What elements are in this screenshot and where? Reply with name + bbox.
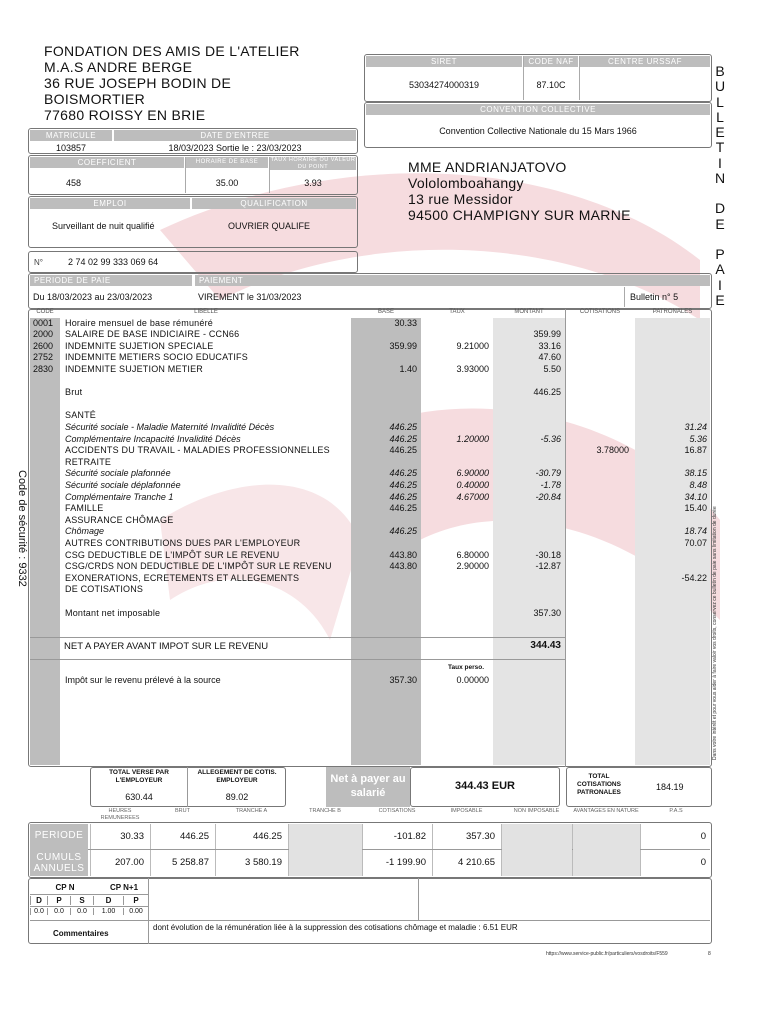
- conges-head: P: [123, 896, 148, 905]
- row-libelle: ASSURANCE CHÔMAGE: [65, 514, 174, 525]
- convention-value: Convention Collective Nationale du 15 Mars 1966: [439, 126, 637, 136]
- bulletin-number: Bulletin n° 5: [630, 292, 679, 302]
- emploi-value: Surveillant de nuit qualifié: [52, 221, 155, 231]
- row-patronales: 15.40: [684, 503, 707, 514]
- row-code: 0001: [33, 317, 54, 328]
- matricule-value: 103857: [55, 143, 87, 153]
- row-base: 446.25: [389, 479, 417, 490]
- net-a-payer-value: 344.43 EUR: [455, 780, 515, 792]
- row-libelle: INDEMNITE METIERS SOCIO EDUCATIFS: [65, 352, 248, 363]
- periode-value: 446.25: [252, 831, 282, 842]
- table-row: [0, 515, 768, 527]
- commentaires-label: Commentaires: [53, 929, 109, 938]
- cumul-header: TRANCHE B: [309, 808, 341, 814]
- employee-line: MME ANDRIANJATOVO: [408, 159, 567, 175]
- periode-value: -101.82: [393, 831, 426, 842]
- cumul-header: NON IMPOSABLE: [513, 808, 560, 814]
- row-libelle: Horaire mensuel de base rémunéré: [65, 317, 213, 328]
- row-base: 30.33: [394, 317, 417, 328]
- convention-label: CONVENTION COLLECTIVE: [366, 104, 710, 115]
- row-libelle: Sécurité sociale plafonnée: [65, 468, 171, 479]
- row-libelle: INDEMNITE SUJETION SPECIALE: [65, 340, 214, 351]
- conges-head: P: [47, 896, 70, 905]
- row-taux: 3.93000: [456, 363, 489, 374]
- footer-url: https://www.service-public.fr/particuliers/vosdroits/F559: [546, 951, 668, 957]
- table-row: [0, 584, 768, 596]
- periode-value: 0: [700, 831, 706, 842]
- row-libelle: FAMILLE: [65, 503, 104, 514]
- row-base: 446.25: [389, 445, 417, 456]
- row-code: 2600: [33, 340, 54, 351]
- row-code: 2000: [33, 329, 54, 340]
- employer-line: M.A.S ANDRE BERGE: [44, 59, 193, 75]
- cumul-header: TRANCHE A: [235, 808, 268, 814]
- row-libelle: Sécurité sociale déplafonnée: [65, 479, 181, 490]
- allegement-label: ALLEGEMENT DE COTIS. EMPLOYEUR: [197, 769, 277, 784]
- row-montant: -5.36: [540, 433, 561, 444]
- row-libelle: RETRAITE: [65, 456, 112, 467]
- row-taux: 9.21000: [456, 340, 489, 351]
- row-patronales: 34.10: [684, 491, 707, 502]
- employer-line: 77680 ROISSY EN BRIE: [44, 107, 206, 123]
- cumul-value: 4 210.65: [458, 857, 495, 868]
- conges-head: D: [30, 896, 47, 905]
- taux-horaire-label: TAUX HORAIRE OU VALEUR DU POINT: [270, 157, 356, 170]
- table-row: [0, 399, 768, 411]
- net-avant-impot-label: NET A PAYER AVANT IMPOT SUR LE REVENU: [64, 641, 269, 652]
- employer-line: FONDATION DES AMIS DE L'ATELIER: [44, 43, 300, 59]
- table-row: [0, 387, 768, 399]
- row-libelle: Complémentaire Tranche 1: [65, 491, 174, 502]
- side-note: Dans votre intérêt et pour vous aider à faire valoir vos droits, conservez ce bulletin de paie sans limitation de durée: [712, 506, 718, 760]
- row-libelle: INDEMNITE SUJETION METIER: [65, 363, 204, 374]
- paiement-value: VIREMENT le 31/03/2023: [198, 292, 302, 302]
- row-base: 446.25: [389, 491, 417, 502]
- table-row: [0, 352, 768, 364]
- row-libelle: DE COTISATIONS: [65, 584, 144, 595]
- row-base: 1.40: [399, 363, 417, 374]
- row-cotisations: 3.78000: [596, 445, 629, 456]
- horaire-label: HORAIRE DE BASE: [186, 157, 268, 168]
- table-row: [0, 457, 768, 469]
- total-verse-value: 630.44: [125, 792, 153, 802]
- footer-page: 8: [708, 951, 711, 957]
- cumul-header: HEURES REMUNEREES: [100, 808, 140, 821]
- naf-value: 87.10C: [536, 80, 566, 90]
- cumul-header: AVANTAGES EN NATURE: [573, 808, 639, 814]
- row-montant: 359.99: [533, 329, 561, 340]
- net-a-payer-label: Net à payer au salarié: [330, 773, 406, 799]
- commentaire-text: dont évolution de la rémunération liée à la suppression des cotisations chômage et maladie : 6.51 EUR: [153, 923, 518, 932]
- patronales-header: PATRONALES: [652, 309, 693, 315]
- cpn1-label: CP N+1: [109, 883, 139, 892]
- row-base: 446.25: [389, 503, 417, 514]
- periode-value: 446.25: [179, 831, 209, 842]
- cpn-label: CP N: [55, 883, 75, 892]
- periode-value: 357.30: [465, 831, 495, 842]
- table-row: [0, 550, 768, 562]
- row-montant: -12.87: [535, 561, 561, 572]
- table-row: [0, 364, 768, 376]
- conges-head: S: [70, 896, 93, 905]
- row-taux: 6.80000: [456, 549, 489, 560]
- table-row: [0, 538, 768, 550]
- row-base: 443.80: [389, 549, 417, 560]
- urssaf-label: CENTRE URSSAF: [580, 56, 710, 67]
- naf-label: CODE NAF: [524, 56, 578, 67]
- row-taux: 6.90000: [456, 468, 489, 479]
- coefficient-value: 458: [66, 178, 82, 188]
- employee-line: 94500 CHAMPIGNY SUR MARNE: [408, 207, 631, 223]
- qualification-value: OUVRIER QUALIFE: [228, 221, 311, 231]
- taux-perso-label: Taux perso.: [448, 664, 485, 671]
- row-libelle: Sécurité sociale - Maladie Maternité Invalidité Décès: [65, 421, 275, 432]
- table-row: [0, 422, 768, 434]
- periode-row-label: PERIODE: [34, 830, 84, 841]
- cumul-row-label: CUMULS ANNUELS: [33, 852, 85, 874]
- row-patronales: 8.48: [689, 479, 707, 490]
- row-montant: 47.60: [538, 352, 561, 363]
- coefficient-label: COEFFICIENT: [30, 157, 184, 168]
- row-libelle: Montant net imposable: [65, 607, 161, 618]
- employer-line: 36 RUE JOSEPH BODIN DE: [44, 75, 232, 91]
- net-avant-impot-value: 344.43: [530, 640, 561, 651]
- cumul-value: 5 258.87: [172, 857, 209, 868]
- row-base: 359.99: [389, 340, 417, 351]
- row-montant: -1.78: [540, 479, 561, 490]
- row-base: 446.25: [389, 526, 417, 537]
- row-libelle: Complémentaire Incapacité Invalidité Décès: [65, 433, 241, 444]
- table-row: [0, 376, 768, 388]
- cumul-header: BRUT: [175, 808, 190, 814]
- nss-label: N°: [34, 258, 43, 267]
- conges-value: 0.0: [70, 908, 93, 915]
- row-code: 2752: [33, 352, 54, 363]
- table-row: [0, 596, 768, 608]
- row-montant: -30.18: [535, 549, 561, 560]
- employer-address: [44, 43, 300, 123]
- cumul-value: -1 199.90: [385, 857, 426, 868]
- table-row: [0, 445, 768, 457]
- table-row: [0, 341, 768, 353]
- conges-value: 0.0: [47, 908, 70, 915]
- table-row: [0, 480, 768, 492]
- row-patronales: 16.87: [684, 445, 707, 456]
- row-taux: 2.90000: [456, 561, 489, 572]
- table-row: [0, 608, 768, 620]
- row-taux: 4.67000: [456, 491, 489, 502]
- table-row: [0, 573, 768, 585]
- employee-line: 13 rue Messidor: [408, 191, 513, 207]
- row-libelle: AUTRES CONTRIBUTIONS DUES PAR L'EMPLOYEUR: [65, 537, 301, 548]
- periode-value: 30.33: [120, 831, 144, 842]
- row-libelle: EXONERATIONS, ECRETEMENTS ET ALLEGEMENTS: [65, 572, 300, 583]
- row-libelle: ACCIDENTS DU TRAVAIL - MALADIES PROFESSIONNELLES: [65, 445, 330, 456]
- impot-taux: 0.00000: [456, 675, 489, 685]
- row-taux: 1.20000: [456, 433, 489, 444]
- conges-value: 0.0: [30, 908, 47, 915]
- row-base: 443.80: [389, 561, 417, 572]
- row-patronales: 18.74: [684, 526, 707, 537]
- table-row: [0, 468, 768, 480]
- siret-value: 53034274000319: [408, 80, 480, 90]
- cumul-header: COTISATIONS: [378, 808, 416, 814]
- siret-label: SIRET: [366, 56, 522, 67]
- total-verse-label: TOTAL VERSE PAR L'EMPLOYEUR: [109, 769, 169, 784]
- table-row: [0, 329, 768, 341]
- table-row: [0, 492, 768, 504]
- cumul-value: 3 580.19: [245, 857, 282, 868]
- total-cotisations-value: 184.19: [656, 782, 684, 792]
- taux-horaire-value: 3.93: [304, 178, 322, 188]
- row-montant: 5.50: [543, 363, 561, 374]
- row-montant: -30.79: [535, 468, 561, 479]
- taux-header: TAUX: [449, 309, 465, 315]
- cumul-header: P.A.S: [669, 808, 683, 814]
- cumul-value: 207.00: [114, 857, 144, 868]
- row-taux: 0.40000: [456, 479, 489, 490]
- row-patronales: 38.15: [684, 468, 707, 479]
- row-code: 2830: [33, 363, 54, 374]
- row-libelle: Chômage: [65, 526, 105, 537]
- row-libelle: CSG/CRDS NON DEDUCTIBLE DE L'IMPÔT SUR LE REVENU: [65, 561, 332, 572]
- row-patronales: -54.22: [681, 572, 707, 583]
- code-header: CODE: [36, 309, 54, 315]
- row-libelle: SANTÉ: [65, 410, 97, 421]
- impot-base: 357.30: [389, 675, 417, 685]
- table-row: [0, 434, 768, 446]
- cumul-header: IMPOSABLE: [450, 808, 483, 814]
- periode-value: Du 18/03/2023 au 23/03/2023: [33, 292, 153, 302]
- montant-header: MONTANT: [514, 309, 544, 315]
- periode-label: PERIODE DE PAIE: [30, 275, 192, 286]
- security-code: Code de sécurité : 9332: [16, 470, 28, 587]
- matricule-label: MATRICULE: [30, 130, 112, 141]
- bulletin-side-title: B U L L E T I N D E P A I E: [714, 63, 726, 308]
- row-base: 446.25: [389, 433, 417, 444]
- row-patronales: 70.07: [684, 537, 707, 548]
- row-montant: -20.84: [535, 491, 561, 502]
- row-montant: 33.16: [538, 340, 561, 351]
- date-entree-value: 18/03/2023 Sortie le : 23/03/2023: [168, 143, 302, 153]
- table-row: [0, 561, 768, 573]
- row-base: 446.25: [389, 468, 417, 479]
- employee-line: Vololomboahangy: [408, 175, 524, 191]
- horaire-value: 35.00: [215, 178, 239, 188]
- row-montant: 446.25: [533, 387, 561, 398]
- table-row: [0, 318, 768, 330]
- employee-address: [408, 159, 631, 223]
- conges-value: 1.00: [93, 908, 123, 915]
- allegement-value: 89.02: [225, 792, 249, 802]
- row-base: 446.25: [389, 421, 417, 432]
- row-libelle: SALAIRE DE BASE INDICIAIRE - CCN66: [65, 329, 240, 340]
- impot-label: Impôt sur le revenu prélevé à la source: [65, 675, 221, 685]
- row-libelle: CSG DEDUCTIBLE DE L'IMPÔT SUR LE REVENU: [65, 549, 280, 560]
- base-header: BASE: [377, 309, 394, 315]
- qualification-label: QUALIFICATION: [192, 198, 356, 209]
- libelle-header: LIBELLE: [194, 309, 218, 315]
- paiement-label: PAIEMENT: [195, 275, 710, 286]
- cumul-value: 0: [700, 857, 706, 868]
- row-montant: 357.30: [533, 607, 561, 618]
- table-row: [0, 503, 768, 515]
- emploi-label: EMPLOI: [30, 198, 190, 209]
- employer-line: BOISMORTIER: [44, 91, 146, 107]
- table-row: [0, 526, 768, 538]
- cotisations-header: COTISATIONS: [579, 309, 621, 315]
- row-libelle: Brut: [65, 387, 83, 398]
- date-entree-label: DATE D'ENTREE: [114, 130, 356, 141]
- nss-value: 2 74 02 99 333 069 64: [68, 257, 159, 267]
- row-patronales: 5.36: [689, 433, 707, 444]
- conges-head: D: [93, 896, 123, 905]
- conges-value: 0.00: [123, 908, 148, 915]
- row-patronales: 31.24: [684, 421, 707, 432]
- table-row: [0, 410, 768, 422]
- total-cotisations-label: TOTAL COTISATIONS PATRONALES: [577, 773, 621, 796]
